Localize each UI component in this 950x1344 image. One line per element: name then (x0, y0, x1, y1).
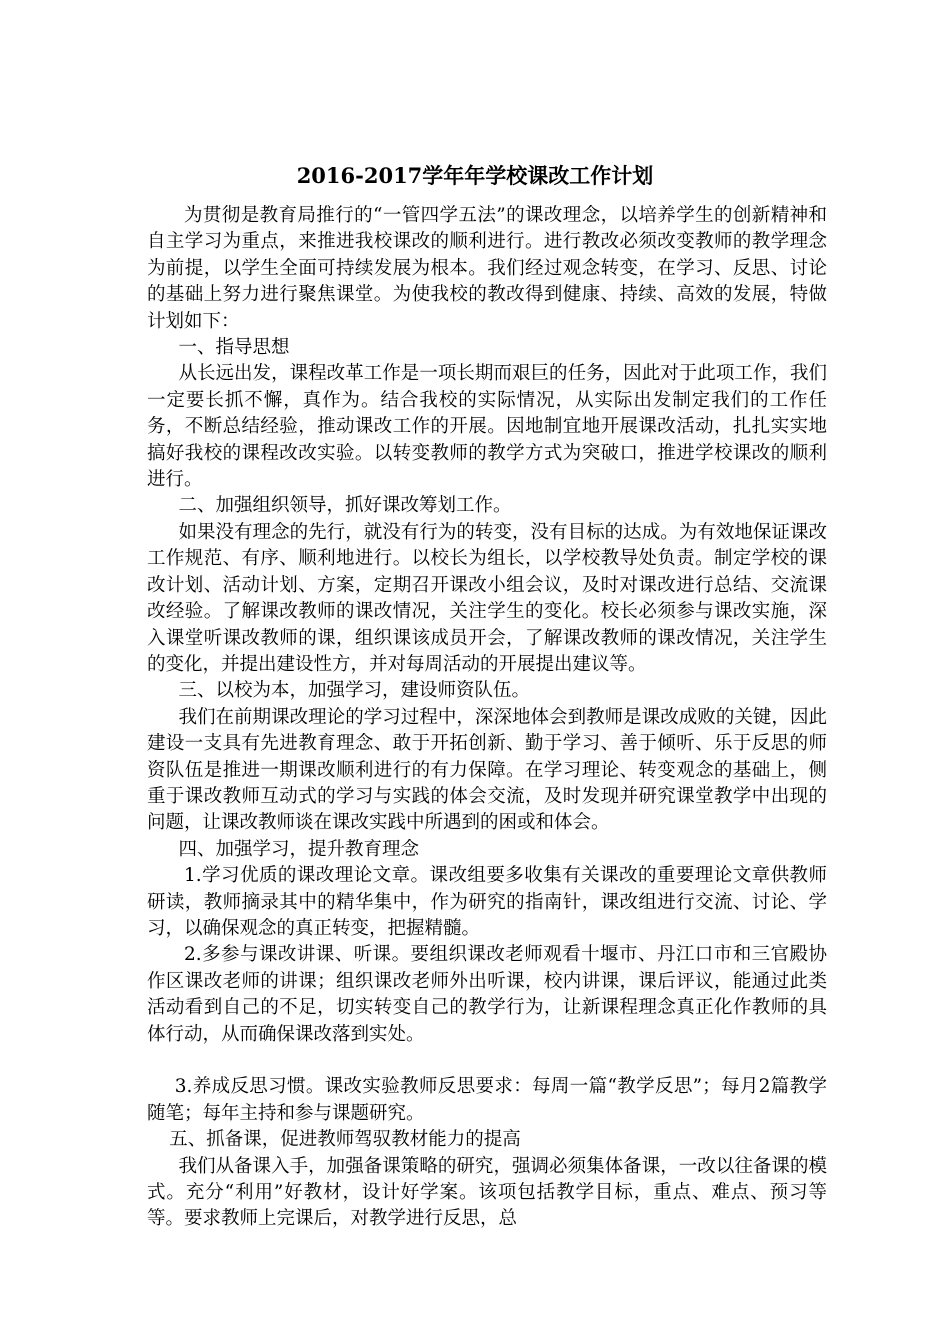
paragraph: 1.学习优质的课改理论文章。课改组要多收集有关课改的重要理论文章供教师研读，教师摘录其中的精华集中，作为研究的指南针，课改组进行交流、讨论、学习，以确保观念的真正转变，把握精髓。 (147, 865, 827, 939)
paragraph: 为贯彻是教育局推行的“一管四学五法”的课改理念，以培养学生的创新精神和自主学习为重点，来推进我校课改的顺利进行。进行教改必须改变教师的教学理念为前提，以学生全面可持续发展为根本。我们经过观念转变，在学习、反思、讨论的基础上努力进行聚焦课堂。为使我校的教改得到健康、持续、高效的发展，特做计划如下： (147, 205, 827, 332)
blank-line (147, 1048, 827, 1074)
paragraph: 三、以校为本，加强学习，建设师资队伍。 (178, 680, 530, 702)
paragraph: 二、加强组织领导，抓好课改筹划工作。 (178, 495, 512, 517)
paragraph: 我们在前期课改理论的学习过程中，深深地体会到教师是课改成败的关键，因此建设一支具有先进教育理念、敢于开拓创新、勤于学习、善于倾听、乐于反思的师资队伍是推进一期课改顺利进行的有力保障。在学习理论、转变观念的基础上，侧重于课改教师互动式的学习与实践的体会交流，及时发现并研究课堂教学中出现的问题，让课改教师谈在课改实践中所遇到的困或和体会。 (147, 706, 827, 834)
paragraph: 2.多参与课改讲课、听课。要组织课改老师观看十堰市、丹江口市和三官殿协作区课改老师的讲课；组织课改老师外出听课，校内讲课，课后评议，能通过此类活动看到自己的不足，切实转变自己的教学行为，让新课程理念真正化作教师的具体行动，从而确保课改落到实处。 (147, 944, 827, 1045)
document-body (147, 203, 827, 1233)
page-title: 2016-2017学年年学校课改工作计划 (296, 163, 654, 188)
paragraph: 如果没有理念的先行，就没有行为的转变，没有目标的达成。为有效地保证课改工作规范、有序、顺利地进行。以校长为组长，以学校教导处负责。制定学校的课改计划、活动计划、方案，定期召开课改小组会议，及时对课改进行总结、交流课改经验。了解课改教师的课改情况，关注学生的变化。校长必须参与课改实施，深入课堂听课改教师的课，组织课该成员开会，了解课改教师的课改情况，关注学生的变化，并提出建设性方，并对每周活动的开展提出建议等。 (147, 521, 827, 675)
paragraph: 四、加强学习，提升教育理念 (178, 838, 419, 860)
paragraph: 五、抓备课，促进教师驾驭教材能力的提高 (169, 1129, 521, 1151)
paragraph: 3.养成反思习惯。课改实验教师反思要求：每周一篇“教学反思”；每月2篇教学随笔；每年主持和参与课题研究。 (147, 1076, 827, 1124)
paragraph: 从长远出发，课程改革工作是一项长期而艰巨的任务，因此对于此项工作，我们一定要长抓不懈，真作为。结合我校的实际情况，从实际出发制定我们的工作任务，不断总结经验，推动课改工作的开展。因地制宜地开展课改活动，扎扎实实地搞好我校的课程改改实验。以转变教师的教学方式为突破口，推进学校课改的顺利进行。 (147, 363, 827, 491)
paragraph: 一、指导思想 (178, 337, 290, 359)
paragraph: 我们从备课入手，加强备课策略的研究，强调必须集体备课，一改以往备课的模式。充分“利用”好教材，设计好学案。该项包括教学目标，重点、难点、预习等等。要求教师上完课后，对教学进行反思，总 (147, 1155, 827, 1230)
